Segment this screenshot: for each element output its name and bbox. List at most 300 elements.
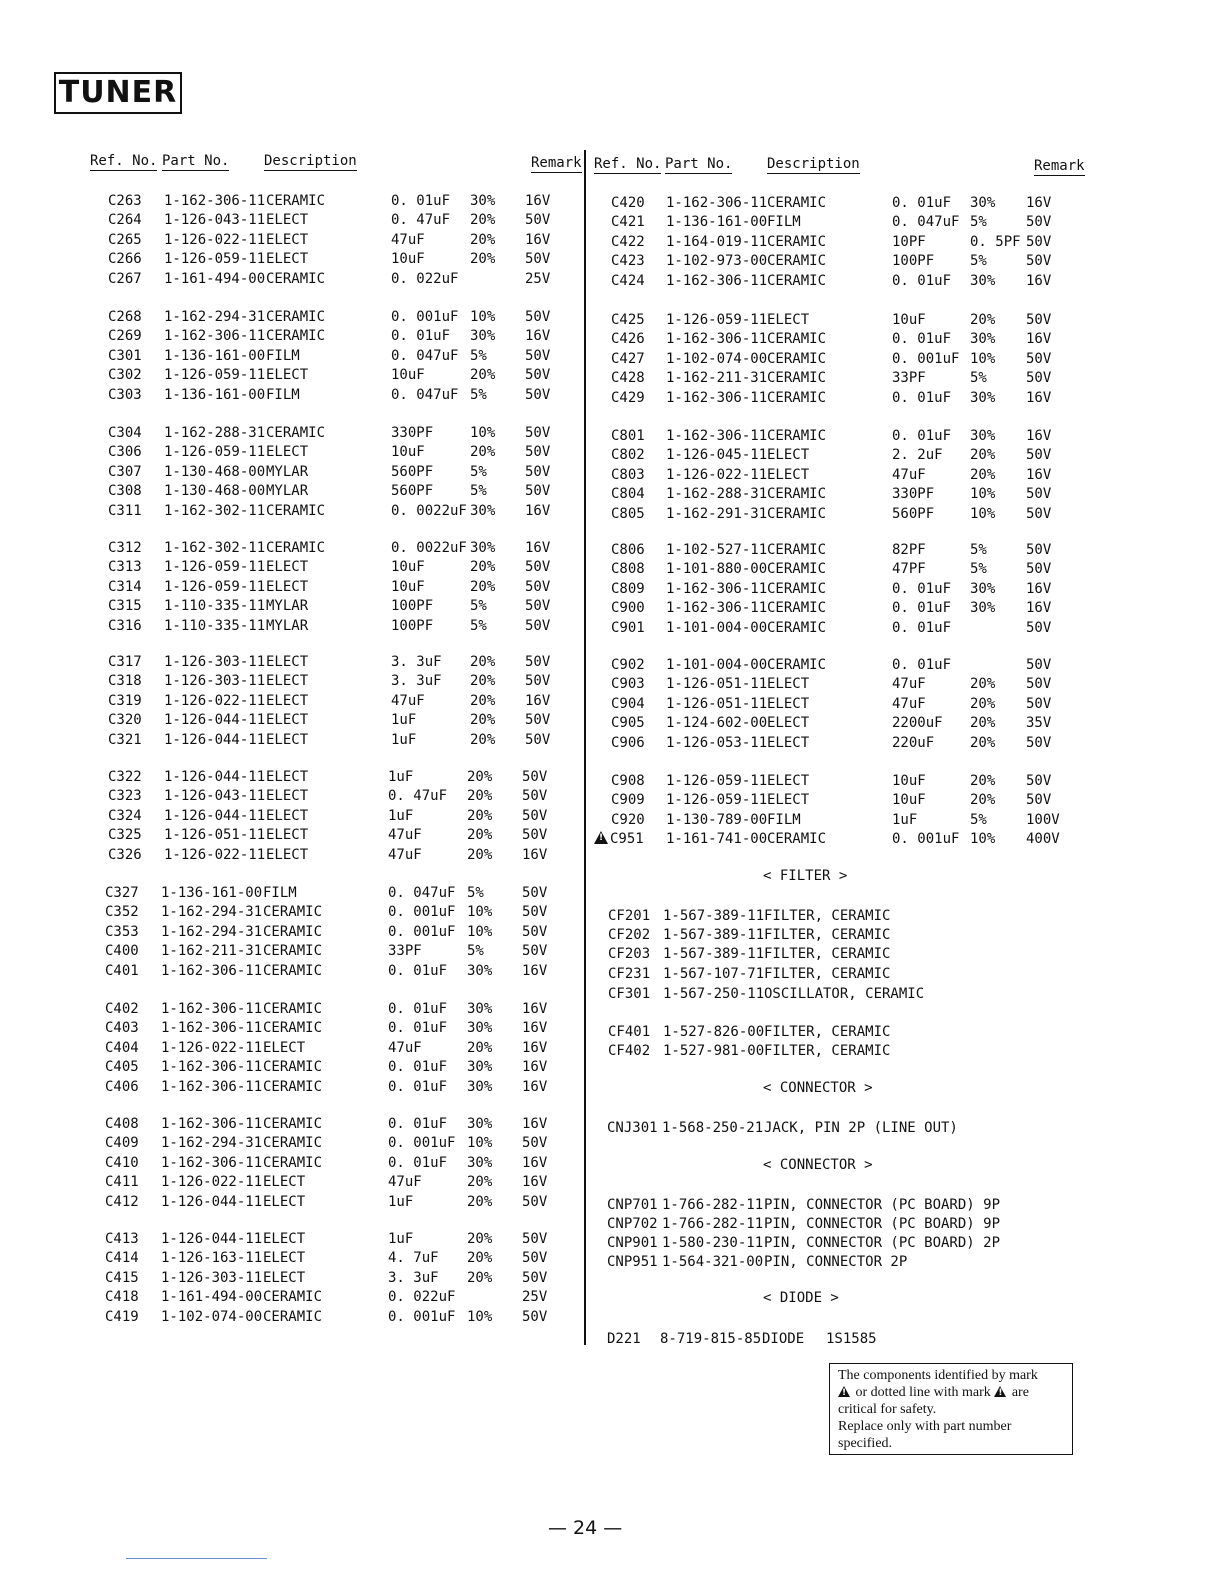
left-rating: 50V — [525, 463, 551, 480]
filter-part: 1-567-389-11 — [663, 908, 765, 924]
left-tolerance: 20% — [470, 692, 496, 709]
right-value: 0. 001uF — [892, 350, 960, 367]
left-tolerance: 5% — [467, 943, 484, 960]
right-tolerance: 30% — [970, 428, 996, 444]
left-tolerance: 30% — [467, 1059, 493, 1076]
left-description: ELECT — [263, 1039, 306, 1056]
header-ref-left: Ref. No. — [90, 153, 158, 169]
right-tolerance: 30% — [970, 195, 996, 211]
left-tolerance: 20% — [470, 559, 496, 576]
left-value: 1uF — [391, 712, 417, 729]
right-part-no: 1-164-019-11 — [666, 233, 768, 250]
right-tolerance: 5% — [970, 561, 987, 578]
right-tolerance: 20% — [970, 734, 996, 751]
left-description: ELECT — [263, 1269, 306, 1286]
right-description: ELECT — [767, 447, 810, 464]
left-part-no: 1-162-306-11 — [161, 1116, 263, 1132]
left-description: ELECT — [266, 212, 309, 229]
right-tolerance: 20% — [970, 447, 996, 464]
right-ref-no: C804 — [611, 486, 645, 503]
left-value: 0. 0022uF — [391, 502, 467, 519]
left-part-no: 1-162-306-11 — [161, 1001, 263, 1017]
left-value: 4. 7uF — [388, 1250, 439, 1267]
left-tolerance: 5% — [470, 463, 487, 480]
right-description: CERAMIC — [767, 619, 827, 636]
column-divider — [584, 150, 586, 1345]
right-part-no: 1-101-004-00 — [666, 657, 768, 673]
left-ref-no: C408 — [105, 1116, 139, 1132]
right-rating: 16V — [1026, 428, 1052, 444]
right-rating: 50V — [1026, 561, 1052, 578]
left-ref-no: C320 — [108, 712, 142, 729]
left-rating: 50V — [525, 251, 551, 268]
right-value: 1uF — [892, 811, 918, 828]
left-tolerance: 30% — [467, 1001, 493, 1017]
right-value: 100PF — [892, 253, 935, 270]
left-part-no: 1-136-161-00 — [164, 386, 266, 403]
right-rating: 16V — [1026, 272, 1052, 289]
right-value: 0. 047uF — [892, 214, 960, 231]
left-part-no: 1-162-302-11 — [164, 540, 266, 556]
filter-part: 1-527-981-00 — [663, 1043, 765, 1059]
left-part-no: 1-126-059-11 — [164, 578, 266, 595]
right-value: 47PF — [892, 561, 926, 578]
left-description: MYLAR — [266, 598, 309, 615]
left-ref-no: C323 — [108, 788, 142, 805]
filter-ref: CF202 — [608, 927, 651, 943]
left-ref-no: C303 — [108, 386, 142, 403]
left-value: 10uF — [391, 559, 425, 576]
right-description: CERAMIC — [767, 389, 827, 406]
connector-part: 1-766-282-11 — [662, 1216, 764, 1232]
right-rating: 16V — [1026, 600, 1052, 617]
right-rating: 50V — [1026, 542, 1052, 558]
left-rating: 50V — [525, 309, 551, 325]
left-ref-no: C401 — [105, 962, 139, 979]
right-tolerance: 5% — [970, 542, 987, 558]
left-description: CERAMIC — [266, 193, 326, 209]
right-ref-no: C900 — [611, 600, 645, 617]
left-part-no: 1-162-306-11 — [161, 1020, 263, 1037]
filter-ref: CF201 — [608, 908, 651, 924]
left-tolerance: 30% — [470, 328, 496, 345]
left-rating: 50V — [522, 943, 548, 960]
left-value: 0. 001uF — [391, 309, 459, 325]
left-part-no: 1-162-306-11 — [161, 1078, 263, 1095]
right-description: CERAMIC — [767, 350, 827, 367]
right-rating: 50V — [1026, 695, 1052, 712]
right-description: ELECT — [767, 695, 810, 712]
right-tolerance: 30% — [970, 389, 996, 406]
connector-part: 1-564-321-00 — [662, 1254, 764, 1270]
left-tolerance: 10% — [467, 1308, 493, 1325]
left-description: CERAMIC — [266, 309, 326, 325]
left-value: 0. 001uF — [388, 904, 456, 921]
left-ref-no: C301 — [108, 347, 142, 364]
left-value: 0. 022uF — [391, 270, 459, 287]
right-value: 10uF — [892, 773, 926, 789]
right-part-no: 1-126-059-11 — [666, 773, 768, 789]
right-value: 33PF — [892, 370, 926, 387]
left-tolerance: 20% — [467, 1174, 493, 1191]
left-part-no: 1-136-161-00 — [164, 347, 266, 364]
right-rating: 16V — [1026, 389, 1052, 406]
right-rating: 16V — [1026, 466, 1052, 483]
header-part-right: Part No. — [665, 156, 733, 172]
right-part-no: 1-126-059-11 — [666, 792, 768, 809]
left-value: 0. 01uF — [388, 1078, 448, 1095]
right-tolerance: 20% — [970, 466, 996, 483]
notice-line-5: specified. — [838, 1436, 893, 1451]
left-part-no: 1-126-059-11 — [164, 559, 266, 576]
right-part-no: 1-162-211-31 — [666, 370, 768, 387]
left-rating: 16V — [525, 328, 551, 345]
right-part-no: 1-126-022-11 — [666, 466, 768, 483]
left-description: ELECT — [266, 559, 309, 576]
right-part-no: 1-162-306-11 — [666, 272, 768, 289]
right-rating: 50V — [1026, 214, 1052, 231]
right-ref-no: C802 — [611, 447, 645, 464]
connector-ref: CNP701 — [607, 1197, 658, 1213]
right-ref-no: C809 — [611, 580, 645, 597]
left-tolerance: 20% — [467, 807, 493, 824]
left-ref-no: C315 — [108, 598, 142, 615]
left-part-no: 1-126-059-11 — [164, 444, 266, 461]
right-tolerance: 5% — [970, 811, 987, 828]
left-value: 0. 01uF — [391, 193, 451, 209]
right-ref-no: C805 — [611, 505, 645, 522]
left-ref-no: C405 — [105, 1059, 139, 1076]
right-description: CERAMIC — [767, 831, 827, 848]
left-value: 0. 01uF — [388, 1001, 448, 1017]
connector-desc: PIN, CONNECTOR (PC BOARD) 9P — [764, 1197, 1001, 1213]
left-part-no: 1-102-074-00 — [161, 1308, 263, 1325]
left-part-no: 1-126-043-11 — [164, 788, 266, 805]
left-rating: 50V — [522, 904, 548, 921]
left-value: 10uF — [391, 251, 425, 268]
left-ref-no: C412 — [105, 1193, 139, 1210]
left-value: 0. 047uF — [391, 386, 459, 403]
left-tolerance: 20% — [470, 231, 496, 248]
filter-desc: FILTER, CERAMIC — [764, 1024, 891, 1040]
left-rating: 16V — [522, 846, 548, 863]
left-tolerance: 20% — [470, 212, 496, 229]
right-value: 47uF — [892, 695, 926, 712]
left-ref-no: C326 — [108, 846, 142, 863]
notice-line-2: ! or dotted line with mark ! are — [838, 1384, 1072, 1401]
left-rating: 50V — [525, 617, 551, 634]
header-desc-left: Description — [264, 153, 357, 169]
left-description: FILM — [263, 885, 297, 901]
filter-ref: CF301 — [608, 986, 651, 1002]
left-description: ELECT — [263, 1174, 306, 1191]
left-description: CERAMIC — [266, 425, 326, 441]
left-part-no: 1-126-022-11 — [164, 231, 266, 248]
left-part-no: 1-161-494-00 — [161, 1289, 263, 1306]
page-number: — 24 — — [548, 1517, 623, 1539]
left-rating: 50V — [522, 788, 548, 805]
left-part-no: 1-162-306-11 — [164, 328, 266, 345]
left-ref-no: C308 — [108, 483, 142, 500]
left-tolerance: 5% — [470, 617, 487, 634]
left-ref-safety: !C951 — [594, 830, 644, 848]
left-rating: 16V — [522, 1116, 548, 1132]
left-ref-no: C314 — [108, 578, 142, 595]
right-rating: 16V — [1026, 580, 1052, 597]
left-part-no: 1-162-294-31 — [161, 923, 263, 940]
right-ref-no: C429 — [611, 389, 645, 406]
left-ref-no: C325 — [108, 827, 142, 844]
left-description: CERAMIC — [263, 1001, 323, 1017]
left-rating: 50V — [522, 1193, 548, 1210]
scan-artifact-line — [126, 1558, 267, 1559]
diode-section-heading: < DIODE > — [763, 1290, 839, 1306]
left-description: MYLAR — [266, 617, 309, 634]
left-ref-no: C411 — [105, 1174, 139, 1191]
right-tolerance: 0. 5PF — [970, 233, 1021, 250]
right-ref-no: C909 — [611, 792, 645, 809]
left-part-no: 1-126-303-11 — [164, 673, 266, 690]
right-rating: 50V — [1026, 370, 1052, 387]
left-description: CERAMIC — [266, 502, 326, 519]
right-value: 2. 2uF — [892, 447, 943, 464]
right-ref-no: C904 — [611, 695, 645, 712]
left-value: 47uF — [388, 1174, 422, 1191]
filter-section-heading: < FILTER > — [763, 868, 848, 884]
left-description: ELECT — [263, 1231, 306, 1247]
left-description: ELECT — [266, 654, 309, 670]
left-value: 0. 047uF — [391, 347, 459, 364]
right-part-no: 1-126-053-11 — [666, 734, 768, 751]
right-rating: 100V — [1026, 811, 1060, 828]
notice-line-4: Replace only with part number — [838, 1419, 1012, 1434]
right-description: FILM — [767, 214, 801, 231]
left-value: 0. 047uF — [388, 885, 456, 901]
left-rating: 16V — [522, 1059, 548, 1076]
filter-desc: FILTER, CERAMIC — [764, 1043, 891, 1059]
connector-part: 1-766-282-11 — [662, 1197, 764, 1213]
right-part-no: 1-162-306-11 — [666, 428, 768, 444]
right-ref-no: C902 — [611, 657, 645, 673]
left-ref-no: C324 — [108, 807, 142, 824]
right-description: CERAMIC — [767, 561, 827, 578]
left-tolerance: 20% — [467, 1231, 493, 1247]
left-ref-no: C321 — [108, 731, 142, 748]
left-part-no: 1-126-059-11 — [164, 367, 266, 384]
left-rating: 50V — [522, 1135, 548, 1152]
left-part-no: 1-126-303-11 — [164, 654, 266, 670]
right-tolerance: 20% — [970, 773, 996, 789]
connector-ref: CNP951 — [607, 1254, 658, 1270]
left-ref-no: C313 — [108, 559, 142, 576]
left-value: 0. 001uF — [388, 923, 456, 940]
right-value: 0. 01uF — [892, 600, 952, 617]
left-part-no: 1-130-468-00 — [164, 463, 266, 480]
left-part-no: 1-162-288-31 — [164, 425, 266, 441]
right-ref-no: C428 — [611, 370, 645, 387]
left-value: 47uF — [388, 1039, 422, 1056]
left-tolerance: 20% — [467, 1250, 493, 1267]
right-value: 0. 01uF — [892, 389, 952, 406]
left-rating: 50V — [525, 559, 551, 576]
left-description: MYLAR — [266, 463, 309, 480]
left-tolerance: 5% — [470, 347, 487, 364]
right-value: 47uF — [892, 676, 926, 693]
left-ref-no: C266 — [108, 251, 142, 268]
left-ref-no: C413 — [105, 1231, 139, 1247]
left-ref-no: C317 — [108, 654, 142, 670]
left-ref-no: C265 — [108, 231, 142, 248]
left-value: 1uF — [388, 807, 414, 824]
right-value: 560PF — [892, 505, 935, 522]
left-rating: 16V — [522, 1020, 548, 1037]
left-part-no: 1-162-294-31 — [161, 904, 263, 921]
right-tolerance: 5% — [970, 253, 987, 270]
left-value: 47uF — [388, 846, 422, 863]
right-ref-no: C901 — [611, 619, 645, 636]
left-ref-no: C316 — [108, 617, 142, 634]
right-value: 47uF — [892, 466, 926, 483]
left-tolerance: 20% — [467, 1039, 493, 1056]
left-description: CERAMIC — [263, 1289, 323, 1306]
left-ref-no: C403 — [105, 1020, 139, 1037]
right-value: 10uF — [892, 312, 926, 328]
left-rating: 16V — [525, 231, 551, 248]
left-part-no: 1-110-335-11 — [164, 617, 266, 634]
left-description: CERAMIC — [266, 328, 326, 345]
right-ref-no: C422 — [611, 233, 645, 250]
left-description: CERAMIC — [263, 1059, 323, 1076]
left-part-no: 1-126-044-11 — [164, 769, 266, 785]
left-part-no: 1-126-022-11 — [161, 1174, 263, 1191]
left-tolerance: 20% — [470, 251, 496, 268]
left-value: 330PF — [391, 425, 434, 441]
left-rating: 16V — [525, 502, 551, 519]
left-value: 33PF — [388, 943, 422, 960]
left-part-no: 1-110-335-11 — [164, 598, 266, 615]
left-ref-no: C269 — [108, 328, 142, 345]
filter-desc: FILTER, CERAMIC — [764, 927, 891, 943]
right-description: ELECT — [767, 312, 810, 328]
right-ref-no: C803 — [611, 466, 645, 483]
left-part-no: 1-126-022-11 — [164, 692, 266, 709]
left-rating: 50V — [525, 483, 551, 500]
left-rating: 50V — [522, 1231, 548, 1247]
left-tolerance: 20% — [470, 673, 496, 690]
left-ref-no: C404 — [105, 1039, 139, 1056]
filter-desc: FILTER, CERAMIC — [764, 908, 891, 924]
left-value: 1uF — [391, 731, 417, 748]
right-description: FILM — [767, 811, 801, 828]
left-tolerance: 30% — [470, 540, 496, 556]
left-description: CERAMIC — [263, 962, 323, 979]
right-part-no: 1-162-306-11 — [666, 331, 768, 348]
filter-part: 1-567-107-71 — [663, 966, 765, 982]
right-part-no: 1-101-004-00 — [666, 619, 768, 636]
left-ref-no: C264 — [108, 212, 142, 229]
header-remark-left: Remark — [531, 155, 582, 171]
right-description: CERAMIC — [767, 580, 827, 597]
left-ref-no: C307 — [108, 463, 142, 480]
right-value: 0. 01uF — [892, 619, 952, 636]
left-tolerance: 20% — [470, 712, 496, 729]
left-tolerance: 20% — [470, 654, 496, 670]
right-description: ELECT — [767, 676, 810, 693]
right-ref-no: C806 — [611, 542, 645, 558]
left-rating: 50V — [525, 654, 551, 670]
left-rating: 16V — [522, 1154, 548, 1171]
left-part-no: 1-126-044-11 — [164, 712, 266, 729]
left-value: 3. 3uF — [391, 654, 442, 670]
jack-desc: JACK, PIN 2P (LINE OUT) — [764, 1120, 958, 1136]
right-ref-no: C906 — [611, 734, 645, 751]
filter-desc: FILTER, CERAMIC — [764, 946, 891, 962]
left-ref-no: C415 — [105, 1269, 139, 1286]
left-description: ELECT — [266, 578, 309, 595]
left-part-no: 1-162-306-11 — [161, 962, 263, 979]
left-part-no: 1-126-044-11 — [161, 1193, 263, 1210]
left-description: CERAMIC — [263, 943, 323, 960]
left-part-no: 1-162-294-31 — [161, 1135, 263, 1152]
warning-triangle-icon — [838, 1386, 850, 1397]
left-part-no: 1-126-044-11 — [161, 1231, 263, 1247]
right-value: 220uF — [892, 734, 935, 751]
left-ref-no: C327 — [105, 885, 139, 901]
right-value: 0. 01uF — [892, 272, 952, 289]
left-rating: 50V — [525, 731, 551, 748]
left-description: ELECT — [266, 231, 309, 248]
left-ref-no: C402 — [105, 1001, 139, 1017]
left-tolerance: 10% — [467, 1135, 493, 1152]
right-description: ELECT — [767, 715, 810, 732]
left-rating: 50V — [525, 578, 551, 595]
left-rating: 50V — [522, 1250, 548, 1267]
left-rating: 50V — [522, 827, 548, 844]
right-ref-no: C801 — [611, 428, 645, 444]
connector-desc: PIN, CONNECTOR (PC BOARD) 2P — [764, 1235, 1001, 1251]
left-part-no: 1-161-494-00 — [164, 270, 266, 287]
left-value: 1uF — [388, 1231, 414, 1247]
diode-part: 8-719-815-85 — [660, 1331, 762, 1347]
left-rating: 50V — [525, 367, 551, 384]
left-description: CERAMIC — [263, 1020, 323, 1037]
right-rating: 50V — [1026, 312, 1052, 328]
left-rating: 16V — [525, 692, 551, 709]
right-tolerance: 5% — [970, 370, 987, 387]
connector-desc: PIN, CONNECTOR 2P — [764, 1254, 908, 1270]
left-part-no: 1-126-059-11 — [164, 251, 266, 268]
header-desc-right: Description — [767, 156, 860, 172]
left-rating: 16V — [522, 962, 548, 979]
left-rating: 50V — [522, 807, 548, 824]
left-ref-no: C352 — [105, 904, 139, 921]
left-rating: 50V — [522, 923, 548, 940]
left-rating: 50V — [525, 347, 551, 364]
filter-part: 1-567-250-11 — [663, 986, 765, 1002]
right-tolerance: 10% — [970, 486, 996, 503]
connector-desc: PIN, CONNECTOR (PC BOARD) 9P — [764, 1216, 1001, 1232]
left-description: CERAMIC — [263, 1154, 323, 1171]
safety-notice — [829, 1363, 1073, 1455]
right-ref-no: C420 — [611, 195, 645, 211]
header-ref-right: Ref. No. — [594, 156, 662, 172]
notice-line-3: critical for safety. — [838, 1402, 937, 1417]
left-ref-no: C319 — [108, 692, 142, 709]
right-value: 330PF — [892, 486, 935, 503]
left-tolerance: 30% — [467, 1154, 493, 1171]
right-ref-no: C425 — [611, 312, 645, 328]
header-part-left: Part No. — [162, 153, 230, 169]
